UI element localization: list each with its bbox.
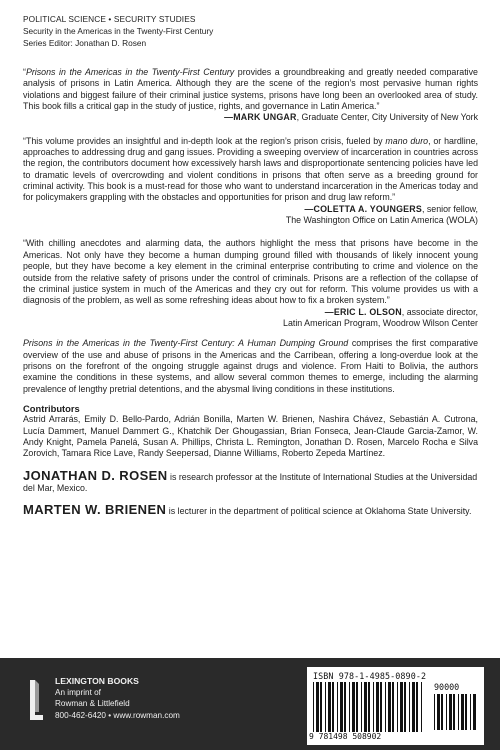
barcode-bar [364, 682, 367, 732]
barcode-bar [416, 682, 418, 732]
blurb-text: “This volume provides an insightful and in-depth look at the region’s prison crisis, fueled by [23, 135, 386, 146]
barcode-bar [441, 694, 443, 730]
reviewer-organization: The Washington Office on Latin America (WOLA) [285, 215, 478, 226]
parent-publisher: Rowman & Littlefield [55, 699, 130, 709]
attribution-ungar [23, 112, 478, 123]
lexington-logo-icon [26, 678, 44, 728]
barcode-number: 9 781498 508902 [309, 732, 382, 741]
barcode-bar [320, 682, 322, 732]
description-text: comprises the first comparative overview of the use and abuse of prisons in the Americas and the Carribean, offering a long-overdue look at the prisons on the forefront of the ongoing struggle against drugs and violence. From Haiti to Bolivia, the authors examine the conditions in these systems, and allow several common themes to emerge, including the alarming prevalence of lengthy pretrial detentions, and the abysmal living conditions in these institutions. [23, 338, 478, 394]
barcode-bar [400, 682, 403, 732]
contributors-heading: Contributors [23, 402, 80, 414]
author-name: JONATHAN D. ROSEN [23, 467, 168, 483]
barcode-bar [332, 682, 334, 732]
barcode-bar [376, 682, 379, 732]
barcode-bar [465, 694, 467, 730]
barcode-bar [337, 682, 338, 732]
barcode-bar [458, 694, 459, 730]
barcode-bar [392, 682, 394, 732]
publisher-footer [0, 658, 500, 750]
blurb-youngers [23, 136, 478, 204]
barcode-bar [409, 682, 410, 732]
back-cover-content [23, 67, 478, 518]
barcode-bar [453, 694, 455, 730]
attribution-olson [23, 307, 478, 330]
barcode-bar [461, 694, 464, 730]
barcode-bar [388, 682, 391, 732]
blurb-ungar [23, 67, 478, 112]
barcode-bar [397, 682, 398, 732]
reviewer-affiliation: , Graduate Center, City University of New York [296, 112, 478, 123]
barcode-bar [421, 682, 422, 732]
barcode-bar [412, 682, 415, 732]
imprint-line: An imprint of [55, 688, 101, 698]
publisher-name: LEXINGTON BOOKS [55, 676, 139, 686]
barcode-bar [380, 682, 382, 732]
series-title: Security in the Americas in the Twenty-First Century [23, 26, 214, 37]
barcode-bar [356, 682, 358, 732]
barcode-bar [361, 682, 362, 732]
author-bio-rosen [23, 467, 478, 495]
reviewer-name: —MARK UNGAR [224, 112, 297, 123]
series-editor: Series Editor: Jonathan D. Rosen [23, 38, 147, 49]
reviewer-affiliation: , associate director, [401, 306, 478, 317]
reviewer-organization: Latin American Program, Woodrow Wilson Center [283, 317, 478, 328]
barcode-bar [352, 682, 355, 732]
author-bio-text: is research professor at the Institute of International Studies at the Universidad del Mar, Mexico. [23, 471, 478, 493]
barcode-bar [385, 682, 386, 732]
isbn-barcode [307, 667, 484, 745]
blurb-olson: “With chilling anecdotes and alarming data, the authors highlight the mess that prisons have become in the Americas. Not only have they become a human dumping ground filled with thousands of likely innocent young people, but they have become a key element in the criminal enterprise contributing to crime and violence on the outside from the relative safety of prisons under the control of criminals. Prisons are a reflection of the collapse of the criminal justice system in much of the Americas and they cry out for reform. This volume provides us with a diagnosis of the problem, as well as some refreshing ideas about how to fix a broken system.” [23, 238, 478, 306]
blurb-text: , or hardline, approaches to addressing drug and gang issues. Providing a sweeping overview of incarceration in countries across the region, the contributors document how excessively harsh laws and disproportionate sentencing policies have led to dramatic levels of overcrowding and violent conditions in prisons that often serve as a breeding ground for criminal activity. This book is a must-read for those who want to understand incarceration in the Americas today and for policymakers grappling with the obstacles and opportunities for prison and drug law reform.” [23, 135, 478, 203]
blurb-text: “ [23, 67, 26, 77]
barcode-bar [434, 694, 435, 730]
attribution-youngers [23, 204, 478, 227]
author-bio-brienen [23, 504, 478, 517]
barcode-bar [470, 694, 471, 730]
barcode-bar [437, 694, 440, 730]
publisher-contact: 800-462-6420 • www.rowman.com [55, 710, 180, 720]
reviewer-name: —COLETTA A. YOUNGERS [304, 203, 422, 214]
reviewer-name: —ERIC L. OLSON [324, 306, 402, 317]
italic-term: mano duro [385, 135, 429, 146]
price-barcode-bars [434, 694, 476, 734]
author-bio-text: is lecturer in the department of political science at Oklahoma State University. [166, 506, 472, 517]
barcode-bar [316, 682, 319, 732]
book-title-italic: Prisons in the Americas in the Twenty-First Century [25, 67, 235, 77]
barcode-bar [344, 682, 346, 732]
contributors-list: Astrid Arrarás, Emily D. Bello-Pardo, Adrián Bonilla, Marten W. Brienen, Nashira Chávez, Sebastián A. Cutrona, Lucía Dammert, Manuel Dammert G., Khatchik Der Ghougassian, Brian Fonseca, Jean-Claude Garcia-Zamor, W. Andy Knight, Pamela Panelá, Susan A. Phillips, Christa L. Remington, Jonathan D. Rosen, Marcelo Rocha e Silva Zorovich, Tamara Rice Lave, Randy Seepersad, Dianne Williams, Roberto Zepeda Martínez. [23, 414, 478, 459]
barcode-bar [473, 694, 476, 730]
barcode-bar [449, 694, 452, 730]
reviewer-affiliation: , senior fellow, [421, 203, 478, 214]
category-line: POLITICAL SCIENCE • SECURITY STUDIES [23, 14, 196, 24]
price-code: 90000 [434, 682, 460, 692]
barcode-bar [349, 682, 350, 732]
barcode-bar [373, 682, 374, 732]
book-description [23, 338, 478, 395]
barcode-bar [328, 682, 331, 732]
isbn-text: ISBN 978-1-4985-0890-2 [313, 671, 427, 681]
barcode-bar [340, 682, 343, 732]
barcode-bar [325, 682, 326, 732]
publisher-info [55, 676, 180, 721]
barcode-bar [313, 682, 314, 732]
blurb-text: provides a groundbreaking and greatly needed comparative analysis of prisons in Latin America. Although they are the scene of the region’s most pervasive human rights violations and biggest failure of their criminal justice systems, prisons have long been an overlooked area of study. This book fills a critical gap in the study of justice, rights, and governance in Latin America.” [23, 67, 478, 112]
barcode-bars [313, 682, 425, 732]
barcode-bar [404, 682, 406, 732]
series-header [23, 13, 483, 50]
author-name: MARTEN W. BRIENEN [23, 502, 167, 518]
book-title-italic: Prisons in the Americas in the Twenty-First Century: A Human Dumping Ground [23, 338, 349, 349]
barcode-bar [368, 682, 370, 732]
barcode-bar [446, 694, 447, 730]
